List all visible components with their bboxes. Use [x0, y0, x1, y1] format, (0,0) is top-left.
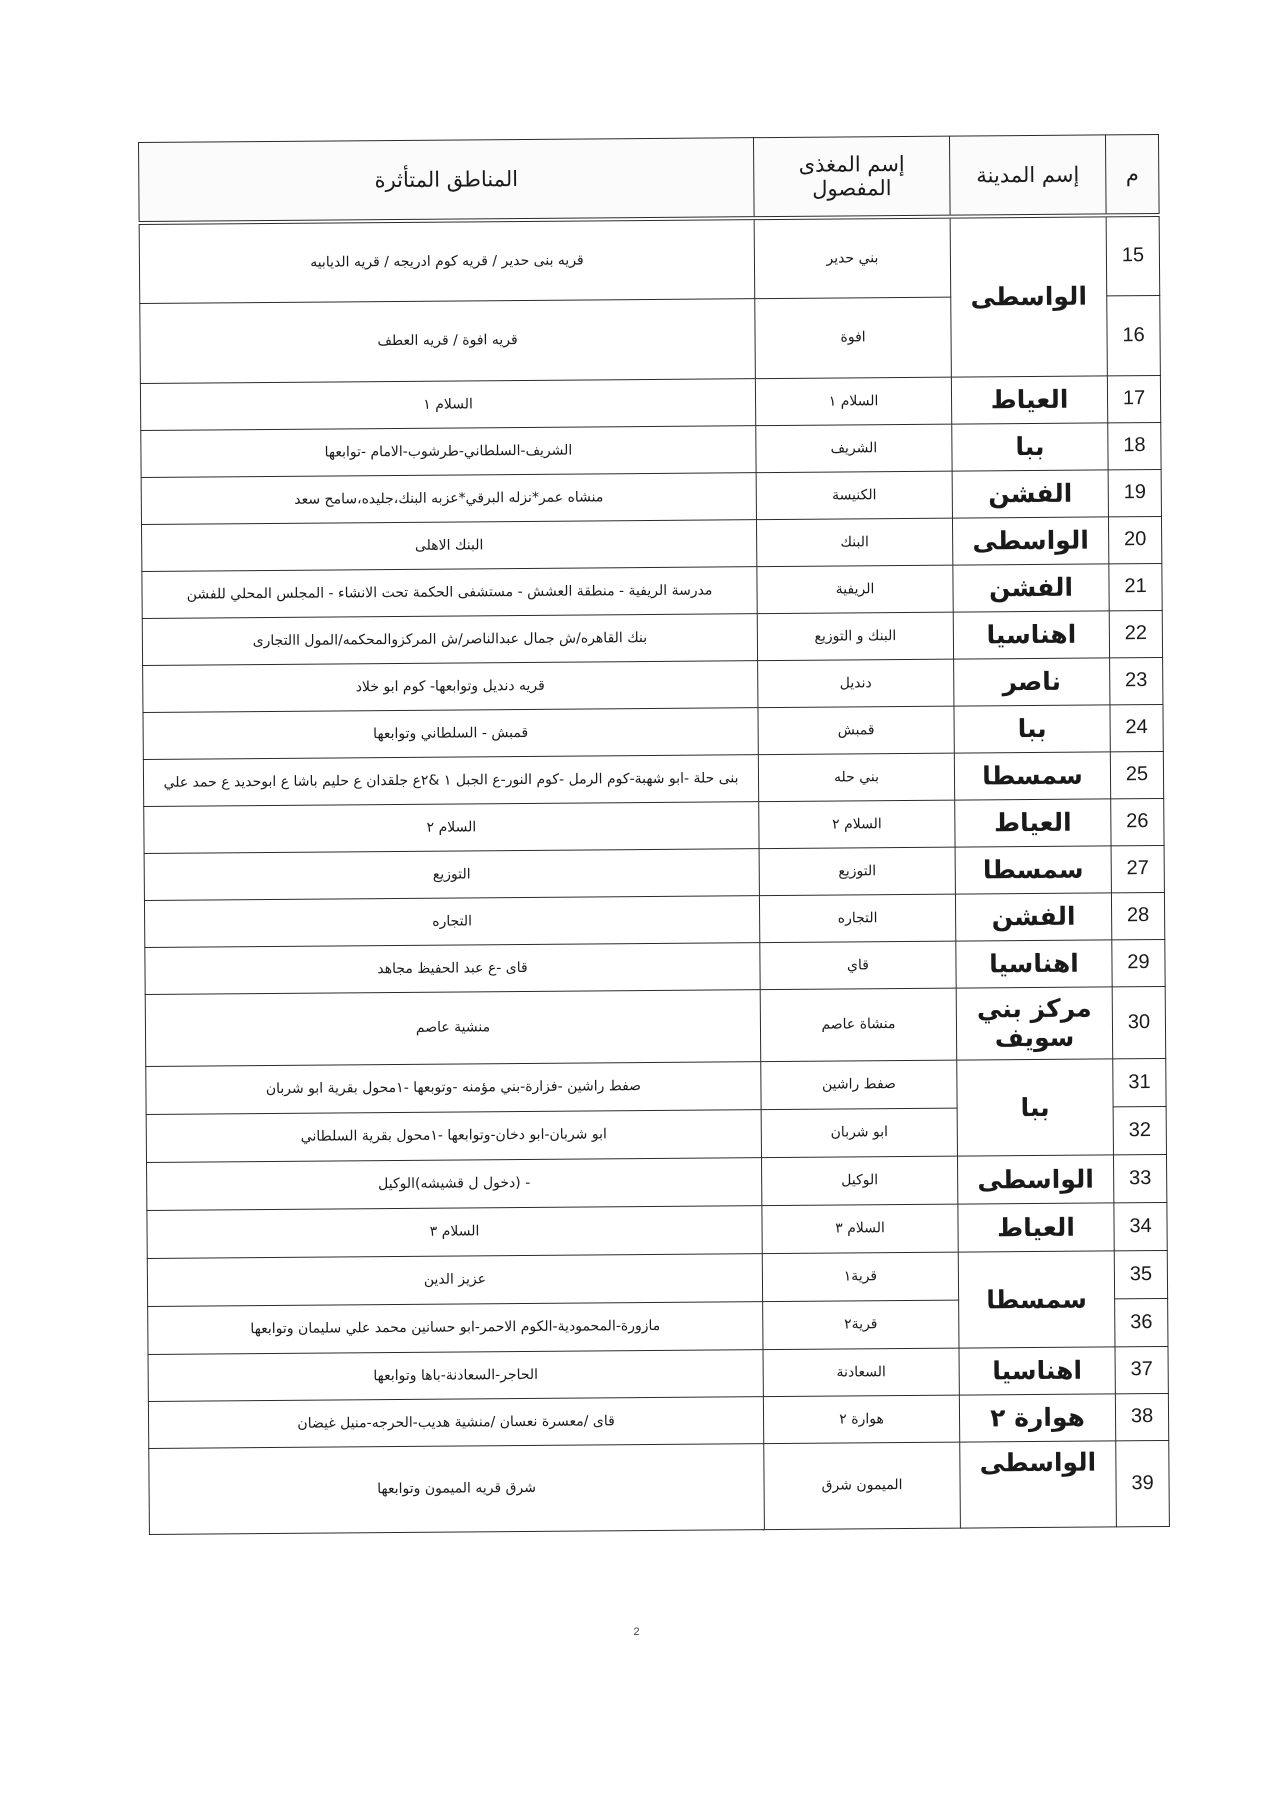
- city-cell: مركز بني سويف: [956, 986, 1113, 1059]
- table-row: [149, 1440, 1170, 1534]
- feeder-cell: ابو شربان: [761, 1108, 957, 1158]
- feeder-cell: الوكيل: [761, 1156, 957, 1206]
- areas-cell: قريه بنى حدير / قريه كوم ادريجه / قريه الديابيه: [139, 218, 755, 303]
- city-cell: الفشن: [953, 563, 1109, 611]
- table-row: [148, 1346, 1168, 1401]
- row-number: 15: [1106, 215, 1160, 295]
- table-row: [141, 422, 1161, 477]
- table-row: [142, 563, 1162, 618]
- page-number: 2: [633, 1626, 640, 1638]
- row-number: 35: [1114, 1250, 1167, 1298]
- row-number: 37: [1115, 1346, 1168, 1393]
- areas-cell: شرق قريه الميمون وتوابعها: [149, 1443, 765, 1534]
- table-row: [142, 516, 1162, 571]
- areas-cell: صفط راشين -فزارة-بني مؤمنه -وتوبعها -١محول بقرية ابو شربان: [146, 1061, 761, 1114]
- row-number: 18: [1108, 422, 1161, 469]
- feeder-cell: السلام ٣: [762, 1204, 958, 1254]
- table-row: [142, 610, 1162, 665]
- city-cell: الواسطى: [950, 215, 1107, 376]
- table-row: [147, 1250, 1167, 1306]
- areas-cell: عزيز الدين: [147, 1253, 762, 1306]
- row-number: 23: [1110, 657, 1163, 704]
- areas-cell: منشية عاصم: [145, 989, 761, 1066]
- table-container: [138, 134, 1169, 1534]
- header-areas: المناطق المتأثرة: [139, 138, 755, 223]
- city-cell: هوارة ٢: [959, 1393, 1115, 1441]
- areas-cell: قريه دنديل وتوابعها- كوم ابو خلاد: [143, 660, 758, 712]
- city-cell: العياط: [955, 798, 1111, 846]
- table-row: [139, 215, 1160, 303]
- header-city: إسم المدينة: [949, 135, 1106, 217]
- header-row: [139, 134, 1160, 223]
- areas-cell: قريه افوة / قريه العطف: [140, 298, 756, 383]
- city-cell: سمسطا: [954, 751, 1110, 799]
- feeder-cell: السلام ١: [755, 377, 951, 426]
- table-row: [144, 798, 1164, 853]
- feeder-cell: دنديل: [758, 659, 954, 708]
- table-row: [144, 892, 1164, 947]
- row-number: 32: [1113, 1106, 1166, 1154]
- areas-cell: السلام ٣: [147, 1205, 762, 1258]
- city-cell: ببا: [957, 1058, 1114, 1155]
- feeder-cell: الميمون شرق: [764, 1442, 961, 1530]
- row-number: 17: [1107, 375, 1160, 422]
- row-number: 21: [1109, 563, 1162, 610]
- row-number: 28: [1111, 892, 1164, 939]
- areas-cell: الشريف-السلطاني-طرشوب-الامام -توابعها: [141, 425, 756, 477]
- feeder-cell: هوارة ٢: [763, 1395, 959, 1444]
- feeder-cell: افوة: [755, 297, 952, 379]
- feeder-cell: البنك و التوزيع: [757, 612, 953, 661]
- row-number: 38: [1115, 1393, 1168, 1440]
- areas-cell: ابو شربان-ابو دخان-وتوابعها -١محول بقرية السلطاني: [146, 1109, 761, 1162]
- outage-table: [138, 134, 1170, 1534]
- city-cell: سمسطا: [958, 1250, 1115, 1347]
- city-cell: الواسطى: [960, 1440, 1117, 1527]
- row-number: 26: [1111, 798, 1164, 845]
- row-number: 39: [1116, 1440, 1170, 1526]
- feeder-cell: منشاة عاصم: [760, 988, 957, 1062]
- row-number: 33: [1113, 1154, 1166, 1202]
- city-cell: ببا: [952, 422, 1108, 470]
- feeder-cell: قمبش: [758, 706, 954, 755]
- row-number: 25: [1110, 751, 1163, 798]
- areas-cell: السلام ٢: [144, 801, 759, 853]
- row-number: 24: [1110, 704, 1163, 751]
- header-num: م: [1105, 134, 1159, 215]
- feeder-cell: الريفية: [757, 565, 953, 614]
- feeder-cell: التجاره: [759, 894, 955, 943]
- city-cell: الواسطى: [952, 516, 1108, 564]
- row-number: 22: [1109, 610, 1162, 657]
- feeder-cell: قاي: [760, 941, 956, 990]
- feeder-cell: السلام ٢: [759, 800, 955, 849]
- row-number: 29: [1112, 939, 1165, 986]
- areas-cell: بنك القاهره/ش جمال عبدالناصر/ش المركزوالمحكمه/المول االتجارى: [142, 613, 757, 665]
- table-row: [147, 1202, 1167, 1258]
- row-number: 20: [1108, 516, 1161, 563]
- table-row: [143, 751, 1163, 806]
- city-cell: اهناسيا: [953, 610, 1109, 658]
- table-row: [144, 845, 1164, 900]
- areas-cell: الحاجر-السعادنة-باها وتوابعها: [148, 1349, 763, 1401]
- feeder-cell: السعادنة: [763, 1348, 959, 1397]
- table-row: [146, 1058, 1166, 1114]
- areas-cell: قاى /معسرة نعسان /منشية هديب-الحرجه-منيل غيضان: [148, 1396, 763, 1448]
- feeder-cell: قرية٢: [763, 1300, 959, 1350]
- feeder-cell: التوزيع: [759, 847, 955, 896]
- areas-cell: التوزيع: [144, 848, 759, 900]
- areas-cell: مدرسة الريفية - منطقة العشش - مستشفى الحكمة تحت الانشاء - المجلس المحلي للفشن: [142, 566, 757, 618]
- areas-cell: السلام ١: [140, 378, 755, 430]
- city-cell: الفشن: [952, 469, 1108, 517]
- city-cell: الفشن: [955, 892, 1111, 940]
- row-number: 34: [1114, 1202, 1167, 1250]
- table-row: [143, 657, 1163, 712]
- header-feeder: إسم المغذى المفصول: [753, 136, 950, 218]
- table-row: [145, 939, 1165, 994]
- row-number: 16: [1107, 295, 1161, 375]
- areas-cell: قمبش - السلطاني وتوابعها: [143, 707, 758, 759]
- areas-cell: التجاره: [144, 895, 759, 947]
- table-row: [141, 469, 1161, 524]
- feeder-cell: بني حدير: [754, 217, 951, 299]
- feeder-cell: بني حله: [758, 753, 954, 802]
- areas-cell: البنك الاهلى: [142, 519, 757, 571]
- areas-cell: منشاه عمر*نزله البرقي*عزبه البنك،جليده،سامح سعد: [141, 472, 756, 524]
- row-number: 30: [1112, 986, 1166, 1058]
- city-cell: اهناسيا: [956, 939, 1112, 987]
- areas-cell: - (دخول ل قشيشه)الوكيل: [147, 1157, 762, 1210]
- city-cell: ببا: [954, 704, 1110, 752]
- table-row: [140, 375, 1160, 430]
- feeder-cell: البنك: [756, 518, 952, 567]
- row-number: 27: [1111, 845, 1164, 892]
- feeder-cell: الشريف: [756, 424, 952, 473]
- row-number: 36: [1115, 1298, 1168, 1346]
- table-row: [148, 1393, 1168, 1448]
- feeder-cell: قرية١: [762, 1252, 958, 1302]
- feeder-cell: صفط راشين: [761, 1060, 957, 1110]
- areas-cell: قاى -ع عبد الحفيظ مجاهد: [145, 942, 760, 994]
- row-number: 31: [1113, 1058, 1166, 1106]
- row-number: 19: [1108, 469, 1161, 516]
- areas-cell: مازورة-المحمودية-الكوم الاحمر-ابو حسانين محمد علي سليمان وتوابعها: [148, 1301, 763, 1354]
- table-row: [147, 1154, 1167, 1210]
- city-cell: الواسطى: [957, 1154, 1113, 1203]
- city-cell: العياط: [958, 1202, 1114, 1251]
- city-cell: سمسطا: [955, 845, 1111, 893]
- city-cell: اهناسيا: [959, 1346, 1115, 1394]
- table-row: [145, 986, 1166, 1066]
- table-row: [143, 704, 1163, 759]
- feeder-cell: الكنيسة: [756, 471, 952, 520]
- city-cell: العياط: [951, 375, 1107, 423]
- areas-cell: بنى حلة -ابو شهبة-كوم الرمل -كوم النور-ع الجبل ١ &٢ع جلقدان ع حليم باشا ع ابوحديد ع حمد علي: [143, 754, 758, 806]
- city-cell: ناصر: [954, 657, 1110, 705]
